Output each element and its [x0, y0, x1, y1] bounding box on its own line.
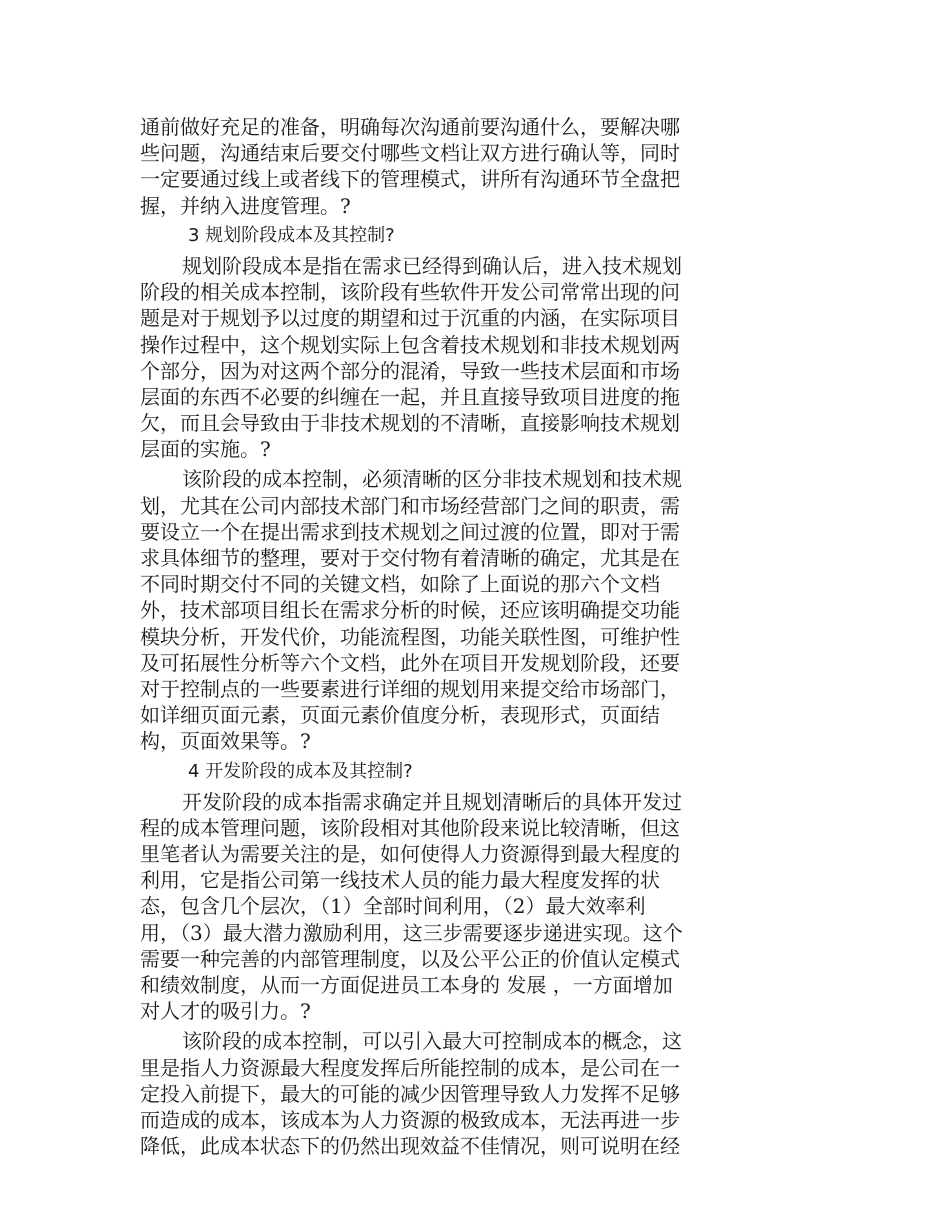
text-line: 阶段的相关成本控制，该阶段有些软件开发公司常常出现的问 — [140, 280, 680, 305]
text-line: 态，包含几个层次，（1）全部时间利用，（2）最大效率利 — [140, 894, 646, 919]
text-line: 及可拓展性分析等六个文档，此外在项目开发规划阶段，还要 — [140, 650, 680, 675]
text-line: 该阶段的成本控制，可以引入最大可控制成本的概念，这 — [182, 1029, 682, 1054]
text-line: 不同时期交付不同的关键文档，如除了上面说的那六个文档 — [140, 572, 660, 597]
document-body — [140, 114, 740, 1159]
text-line: 欠，而且会导致由于非技术规划的不清晰，直接影响技术规划 — [140, 411, 680, 436]
text-line: 要设立一个在提出需求到技术规划之间过渡的位置，即对于需 — [140, 519, 680, 544]
text-line: 对人才的吸引力。? — [140, 999, 311, 1024]
text-line: 求具体细节的整理，要对于交付物有着清晰的确定，尤其是在 — [140, 546, 680, 570]
text-line: 该阶段的成本控制，必须清晰的区分非技术规划和技术规 — [182, 467, 682, 492]
text-line: 层面的东西不必要的纠缠在一起，并且直接导致项目进度的拖 — [140, 384, 680, 409]
text-line: 个部分，因为对这两个部分的混淆，导致一些技术层面和市场 — [140, 358, 680, 383]
section-heading-4: 4 开发阶段的成本及其控制? — [188, 760, 413, 782]
text-line: 里笔者认为需要关注的是，如何使得人力资源得到最大程度的 — [140, 842, 680, 867]
text-line: 和绩效制度，从而一方面促进员工本身的 发展 ，一方面增加 — [140, 973, 673, 997]
text-line: 握，并纳入进度管理。? — [140, 193, 351, 218]
text-line: 一定要通过线上或者线下的管理模式，讲所有沟通环节全盘把 — [140, 167, 680, 192]
text-line: 定投入前提下，最大的可能的减少因管理导致人力发挥不足够 — [140, 1081, 680, 1106]
text-line: 对于控制点的一些要素进行详细的规划用来提交给市场部门， — [140, 676, 680, 701]
text-line: 降低，此成本状态下的仍然出现效益不佳情况，则可说明在经 — [140, 1134, 680, 1159]
text-line: 而造成的成本，该成本为人力资源的极致成本，无法再进一步 — [140, 1107, 680, 1132]
text-line: 开发阶段的成本指需求确定并且规划清晰后的具体开发过 — [182, 789, 682, 814]
text-line: 模块分析，开发代价，功能流程图，功能关联性图，可维护性 — [140, 624, 680, 649]
text-line: 利用，它是指公司第一线技术人员的能力最大程度发挥的状 — [140, 868, 660, 893]
text-line: 通前做好充足的准备，明确每次沟通前要沟通什么，要解决哪 — [140, 115, 680, 139]
text-line: 外，技术部项目组长在需求分析的时候，还应该明确提交功能 — [140, 598, 680, 623]
text-line: 题是对于规划予以过度的期望和过于沉重的内涵，在实际项目 — [140, 306, 680, 331]
text-line: 操作过程中，这个规划实际上包含着技术规划和非技术规划两 — [140, 332, 680, 357]
text-line: 层面的实施。? — [140, 437, 271, 462]
text-line: 里是指人力资源最大程度发挥后所能控制的成本，是公司在一 — [140, 1055, 680, 1080]
text-line: 用，（3）最大潜力激励利用，这三步需要逐步递进实现。这个 — [140, 920, 683, 945]
text-line: 需要一种完善的内部管理制度，以及公平公正的价值认定模式 — [140, 946, 680, 971]
text-line: 程的成本管理问题，该阶段相对其他阶段来说比较清晰，但这 — [140, 815, 680, 840]
text-line: 些问题，沟通结束后要交付哪些文档让双方进行确认等，同时 — [140, 141, 680, 166]
text-line: 构，页面效果等。? — [140, 729, 311, 754]
section-heading-3: 3 规划阶段成本及其控制? — [188, 224, 395, 246]
text-line: 规划阶段成本是指在需求已经得到确认后，进入技术规划 — [182, 253, 682, 278]
text-line: 如详细页面元素，页面元素价值度分析，表现形式，页面结 — [140, 703, 660, 728]
text-line: 划，尤其在公司内部技术部门和市场经营部门之间的职责，需 — [140, 493, 680, 518]
